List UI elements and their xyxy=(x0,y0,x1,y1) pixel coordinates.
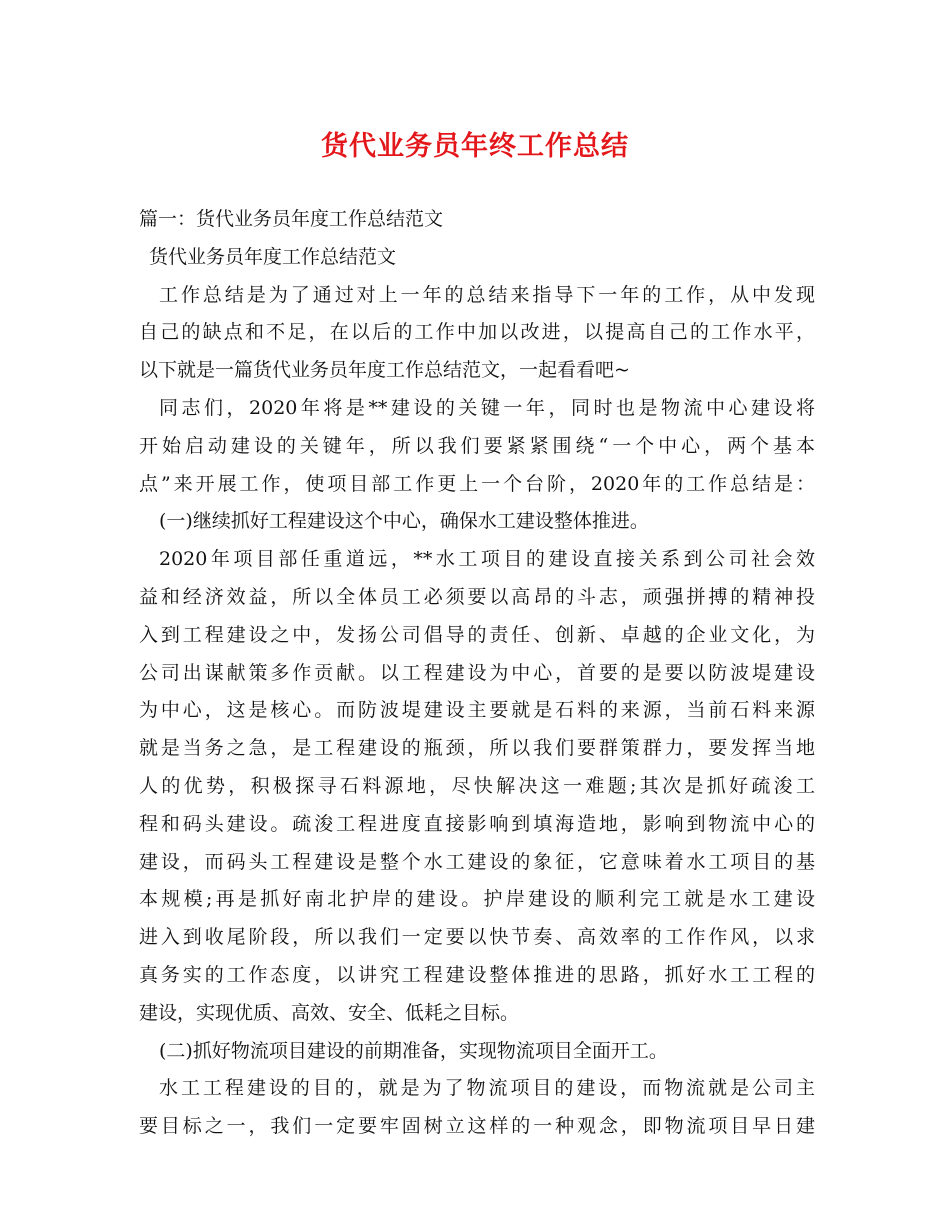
paragraph-line: 人的优势，积极探寻石料源地，尽快解决这一难题;其次是抓好疏浚工 xyxy=(139,774,815,797)
paragraph-line: 本规模;再是抓好南北护岸的建设。护岸建设的顺利完工就是水工建设 xyxy=(139,888,815,911)
paragraph-line: 以下就是一篇货代业务员年度工作总结范文，一起看看吧~ xyxy=(139,359,630,382)
paragraph-line: 工作总结是为了通过对上一年的总结来指导下一年的工作，从中发现 xyxy=(159,283,815,306)
paragraph-line: 同志们，2020年将是**建设的关键一年，同时也是物流中心建设将 xyxy=(159,396,815,419)
document-title: 货代业务员年终工作总结 xyxy=(321,131,629,162)
paragraph-line: 建设，而码头工程建设是整个水工建设的象征，它意味着水工项目的基 xyxy=(139,850,815,873)
paragraph-line: 入到工程建设之中，发扬公司倡导的责任、创新、卓越的企业文化，为 xyxy=(139,623,815,646)
subsection-heading: (二)抓好物流项目建设的前期准备，实现物流项目全面开工。 xyxy=(159,1039,668,1062)
paragraph-line: 要目标之一，我们一定要牢固树立这样的一种观念，即物流项目早日建 xyxy=(139,1115,815,1138)
article-subtitle: 货代业务员年度工作总结范文 xyxy=(149,245,397,268)
section-heading: 篇一：货代业务员年度工作总结范文 xyxy=(139,208,444,230)
paragraph-line: 真务实的工作态度，以讲究工程建设整体推进的思路，抓好水工工程的 xyxy=(139,963,815,986)
paragraph-line: 开始启动建设的关键年，所以我们要紧紧围绕“一个中心，两个基本 xyxy=(139,434,815,457)
paragraph-line: 2020年项目部任重道远，**水工项目的建设直接关系到公司社会效 xyxy=(159,548,815,571)
subsection-heading: (一)继续抓好工程建设这个中心，确保水工建设整体推进。 xyxy=(159,510,649,533)
paragraph-line: 水工工程建设的目的，就是为了物流项目的建设，而物流就是公司主 xyxy=(159,1077,815,1100)
paragraph-line: 就是当务之急，是工程建设的瓶颈，所以我们要群策群力，要发挥当地 xyxy=(139,737,815,760)
paragraph-line: 公司出谋献策多作贡献。以工程建设为中心，首要的是要以防波堤建设 xyxy=(139,661,815,684)
paragraph-line: 点”来开展工作，使项目部工作更上一个台阶，2020年的工作总结是： xyxy=(139,472,815,495)
paragraph-line: 进入到收尾阶段，所以我们一定要以快节奏、高效率的工作作风，以求 xyxy=(139,926,815,949)
paragraph-line: 建设，实现优质、高效、安全、低耗之目标。 xyxy=(139,1001,520,1024)
paragraph-line: 程和码头建设。疏浚工程进度直接影响到填海造地，影响到物流中心的 xyxy=(139,812,815,835)
paragraph-line: 益和经济效益，所以全体员工必须要以高昂的斗志，顽强拼搏的精神投 xyxy=(139,585,815,608)
paragraph-line: 自己的缺点和不足，在以后的工作中加以改进，以提高自己的工作水平， xyxy=(139,321,815,344)
document-body xyxy=(139,201,815,1146)
paragraph-line: 为中心，这是核心。而防波堤建设主要就是石料的来源，当前石料来源 xyxy=(139,699,815,722)
